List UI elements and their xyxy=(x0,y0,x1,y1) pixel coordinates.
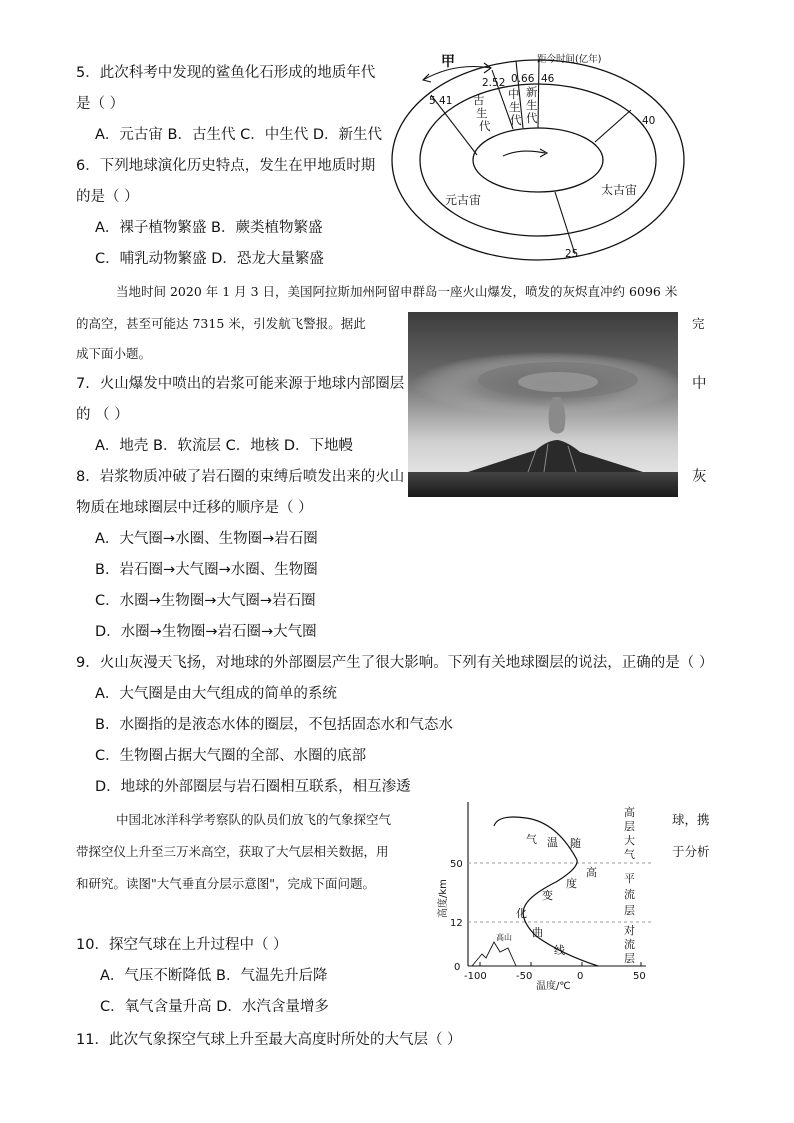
q5-stem-line1: 5．此次科考中发现的鲨鱼化石形成的地质年代 xyxy=(76,65,376,81)
era-paleo-char: 代 xyxy=(479,119,491,133)
layer-high-char: 大 xyxy=(624,834,635,847)
layer-strat-char: 流 xyxy=(624,888,635,901)
q8-stem-line2: 物质在地球圈层中迁移的顺序是（ ） xyxy=(76,500,313,516)
q9-option-d: D．地球的外部圈层与岩石圈相互联系，相互渗透 xyxy=(95,779,411,795)
q8-option-d: D．水圈→生物圈→岩石圈→大气圈 xyxy=(95,624,317,640)
label-0-66: 0.66 xyxy=(511,73,535,85)
layer-high-char: 气 xyxy=(624,848,635,861)
q9-option-c: C．生物圈占据大气圈的全部、水圈的底部 xyxy=(95,748,367,764)
q10-stem: 10．探空气球在上升过程中（ ） xyxy=(76,937,288,953)
q9-stem: 9．火山灰漫天飞扬，对地球的外部圈层产生了很大影响。下列有关地球圈层的说法，正确的是（ ） xyxy=(76,655,714,671)
q8-stem-line1-end: 灰 xyxy=(692,469,707,485)
layer-trop-char: 流 xyxy=(624,938,635,951)
x-tick-50: 50 xyxy=(633,971,646,982)
curve-label-char: 度 xyxy=(566,877,577,890)
x-tick-0: 0 xyxy=(577,971,584,982)
balloon-passage-line3: 和研究。读图"大气垂直分层示意图"，完成下面问题。 xyxy=(76,876,376,891)
mountain-label: 高山 xyxy=(496,933,512,942)
label-taigu: 太古宙 xyxy=(601,183,638,197)
era-meso-char: 生 xyxy=(509,100,521,114)
layer-trop-char: 层 xyxy=(624,952,635,965)
q7-stem-line1-end: 中 xyxy=(692,376,707,392)
era-paleo-char: 古 xyxy=(473,93,485,107)
atmosphere-layer-chart xyxy=(436,796,666,992)
q7-stem-line2: 的 （ ） xyxy=(76,407,129,423)
label-time-ago: 距今时间(亿年) xyxy=(537,54,602,65)
layer-strat-char: 层 xyxy=(624,904,635,917)
y-axis-label: 高度/km xyxy=(438,879,449,918)
curve-label-char: 气 xyxy=(526,833,537,846)
label-2-52: 2.52 xyxy=(482,77,506,89)
volcano-passage-line1: 当地时间 2020 年 1 月 3 日，美国阿拉斯加州阿留申群岛一座火山爆发，喷发的灰烬直冲约 6096 米 xyxy=(116,284,678,299)
layer-high-char: 层 xyxy=(624,820,635,833)
curve-label-char: 高 xyxy=(586,866,597,879)
era-ceno-char: 代 xyxy=(526,111,538,125)
y-tick-12: 12 xyxy=(450,918,463,929)
volcano-passage-line2-end: 完 xyxy=(692,316,705,331)
volcano-eruption-photo xyxy=(408,312,678,497)
q10-options-ab: A．气压不断降低 B．气温先升后降 xyxy=(100,968,328,984)
q9-option-a: A．大气圈是由大气组成的简单的系统 xyxy=(95,686,337,702)
volcano-passage-line2: 的高空，甚至可能达 7315 米，引发航飞警报。据此 xyxy=(76,316,366,331)
balloon-passage-line1: 中国北冰洋科学考察队的队员们放飞的气象探空气 xyxy=(116,812,392,827)
q8-stem-line1: 8．岩浆物质冲破了岩石圈的束缚后喷发出来的火山 xyxy=(76,469,405,485)
curve-label-char: 变 xyxy=(542,889,553,902)
layer-trop-char: 对 xyxy=(624,924,635,937)
q5-options: A．元古宙 B．古生代 C．中生代 D．新生代 xyxy=(95,127,382,143)
q10-options-cd: C．氧气含量升高 D．水汽含量增多 xyxy=(100,999,329,1015)
era-ceno-char: 新 xyxy=(526,85,538,99)
label-46: 46 xyxy=(541,73,555,85)
layer-high-char: 高 xyxy=(624,806,635,819)
x-tick-neg100: -100 xyxy=(464,971,487,982)
balloon-passage-line1-end: 球，携 xyxy=(672,812,710,827)
q11-stem: 11．此次气象探空气球上升至最大高度时所处的大气层（ ） xyxy=(76,1032,462,1048)
layer-strat-char: 平 xyxy=(624,872,635,885)
x-axis-label: 温度/℃ xyxy=(536,981,571,992)
q6-options-cd: C．哺乳动物繁盛 D．恐龙大量繁盛 xyxy=(95,251,324,267)
geologic-time-diagram xyxy=(385,40,695,270)
q6-options-ab: A．裸子植物繁盛 B．蕨类植物繁盛 xyxy=(95,220,323,236)
balloon-passage-line2: 带探空仪上升至三万米高空，获取了大气层相关数据，用 xyxy=(76,844,389,859)
q8-option-c: C．水圈→生物圈→大气圈→岩石圈 xyxy=(95,593,316,609)
era-ceno-char: 生 xyxy=(526,98,538,112)
q7-options: A．地壳 B．软流层 C．地核 D．下地幔 xyxy=(95,438,353,454)
label-yuangu: 元古宙 xyxy=(445,193,482,207)
q8-option-a: A．大气圈→水圈、生物圈→岩石圈 xyxy=(95,531,318,547)
era-meso-char: 中 xyxy=(508,87,520,101)
curve-label-char: 线 xyxy=(554,944,565,957)
balloon-passage-line2-end: 于分析 xyxy=(672,844,710,859)
label-25: 25 xyxy=(565,248,579,260)
q8-option-b: B．岩石圈→大气圈→水圈、生物圈 xyxy=(95,562,318,578)
q6-stem-line1: 6．下列地球演化历史特点，发生在甲地质时期 xyxy=(76,158,376,174)
q9-option-b: B．水圈指的是液态水体的圈层，不包括固态水和气态水 xyxy=(95,717,453,733)
label-jia: 甲 xyxy=(441,54,455,70)
q7-stem-line1: 7．火山爆发中喷出的岩浆可能来源于地球内部圈层 xyxy=(76,376,405,392)
label-40: 40 xyxy=(642,115,656,127)
era-paleo-char: 生 xyxy=(476,106,488,120)
curve-label-char: 曲 xyxy=(532,926,543,939)
y-tick-50: 50 xyxy=(450,859,463,870)
volcano-passage-line3: 成下面小题。 xyxy=(76,346,152,361)
curve-label-char: 化 xyxy=(516,907,527,920)
era-meso-char: 代 xyxy=(510,113,522,127)
x-tick-neg50: -50 xyxy=(516,971,533,982)
curve-label-char: 温 xyxy=(547,836,558,849)
label-5-41: 5.41 xyxy=(429,95,453,107)
q5-stem-line2: 是（ ） xyxy=(76,96,125,112)
q6-stem-line2: 的是（ ） xyxy=(76,189,139,205)
y-tick-0: 0 xyxy=(454,962,461,973)
curve-label-char: 随 xyxy=(570,837,581,850)
